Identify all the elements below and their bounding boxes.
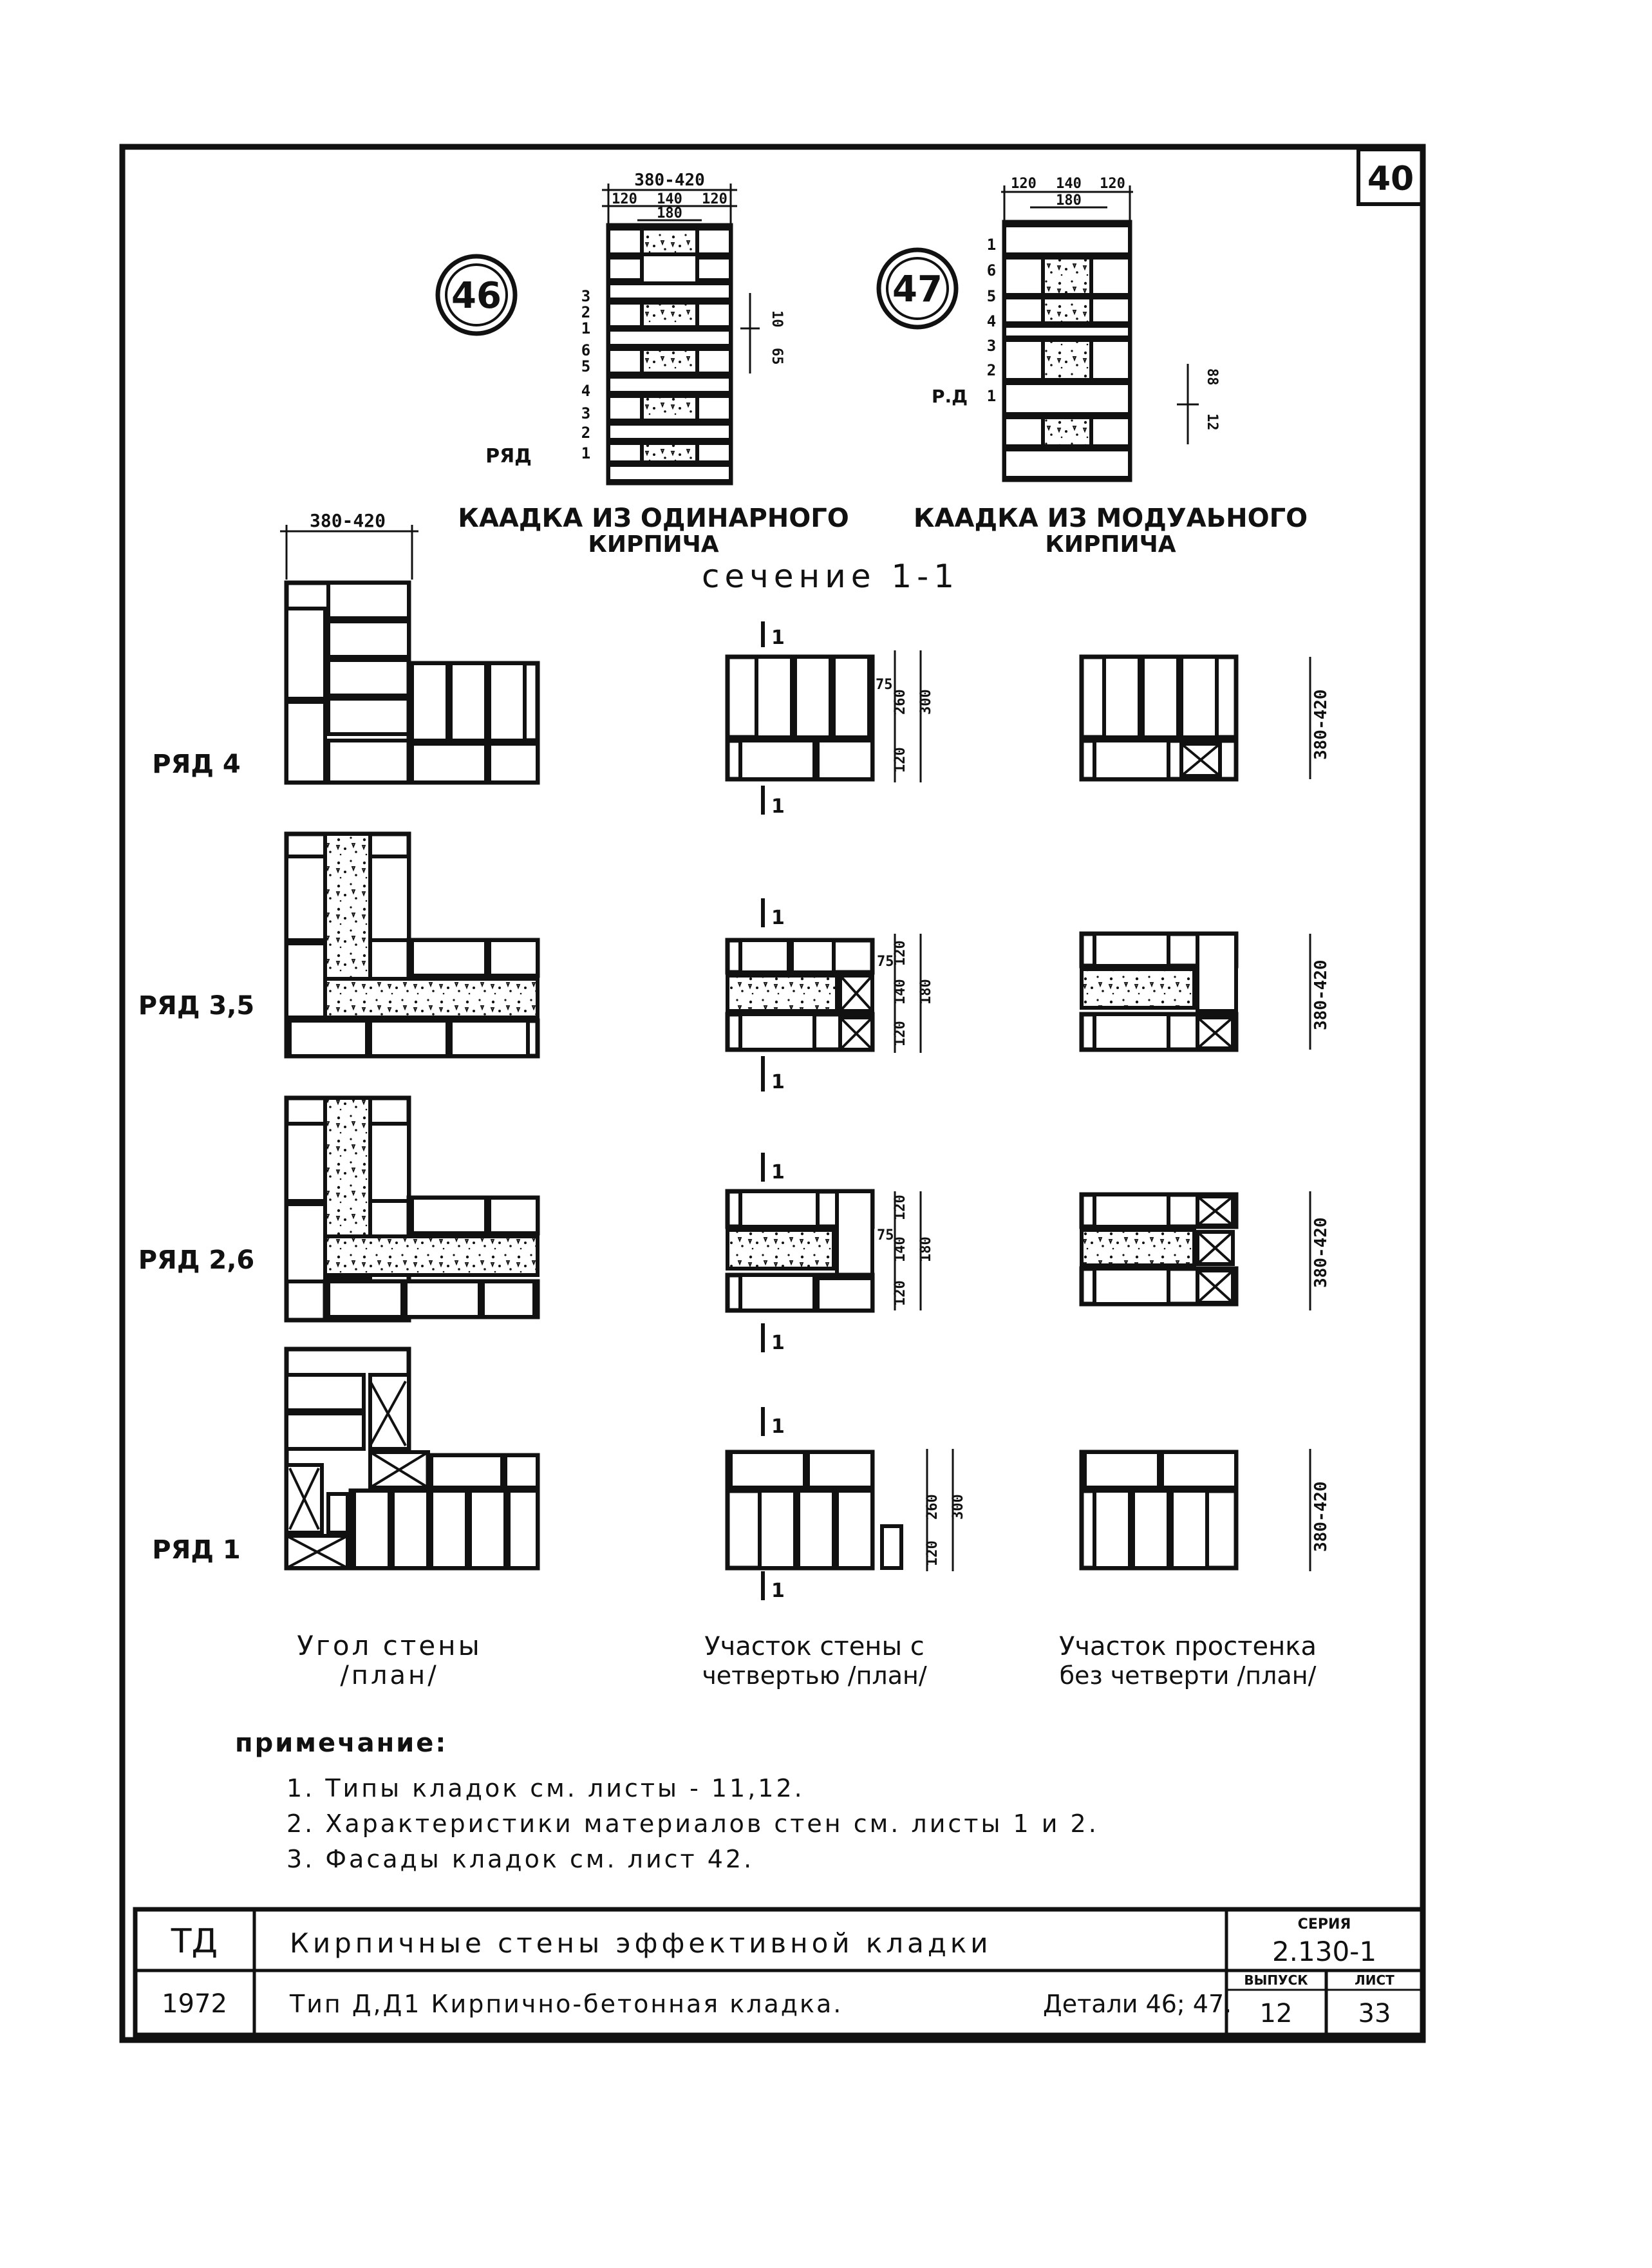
notes-title: примечание:: [235, 1728, 448, 1758]
section-mark: 1: [771, 907, 785, 929]
dim-value: 300: [918, 689, 934, 715]
corner-top-dim: 380-420: [309, 510, 386, 531]
row-label: РЯД 2,6: [138, 1245, 255, 1275]
dim-value: 180: [918, 1236, 934, 1262]
year: 1972: [162, 1989, 227, 2019]
dim-value: 75: [877, 954, 894, 970]
row-4-corner-plan: [286, 583, 538, 782]
caption-pier-line1: Участок простенка: [1059, 1632, 1317, 1661]
detail-47-row-numbers: [987, 236, 996, 405]
caption-pier-line2: без четверти /план/: [1059, 1661, 1317, 1690]
detail-46-sub-dim-2: 140: [657, 191, 682, 207]
detail-47-row-number: 5: [986, 287, 997, 305]
row-3-5-pier-plan: [1082, 934, 1331, 1050]
dim-value: 140: [892, 979, 908, 1005]
row-1: [152, 1349, 1331, 1602]
series-value: 2.130-1: [1272, 1936, 1377, 1967]
series-label: СЕРИЯ: [1297, 1916, 1351, 1933]
row-1-pier-plan: [1082, 1449, 1331, 1571]
detail-46: [438, 171, 849, 558]
row-label: РЯД 4: [152, 750, 241, 779]
detail-46-side-dim-1: 10: [769, 310, 785, 328]
org-code: ТД: [171, 1922, 218, 1961]
detail-46-caption-line1: КААДКА ИЗ ОДИНАРНОГО: [458, 504, 849, 533]
detail-47-row-number: 1: [986, 236, 997, 254]
detail-46-inner-dim: 180: [657, 205, 682, 222]
notes: [235, 1728, 1099, 1873]
section-title: сечение 1-1: [701, 558, 960, 595]
issue-value: 12: [1259, 1999, 1293, 2028]
dim-value: 75: [876, 677, 893, 693]
row-4-quarter-plan: [727, 621, 934, 818]
title-block: [135, 1909, 1423, 2035]
dim-value: 300: [950, 1494, 966, 1520]
dim-value: 180: [918, 979, 934, 1005]
detail-47-row-number: 1: [986, 387, 997, 405]
row-1-corner-plan: [286, 1349, 538, 1568]
section-mark: 1: [771, 627, 785, 649]
detail-46-row-number: 2: [581, 303, 591, 321]
detail-46-sub-dim-1: 120: [612, 191, 637, 207]
section-mark: 1: [771, 1071, 785, 1093]
section-mark: 1: [771, 795, 785, 818]
sheet-value: 33: [1358, 1999, 1391, 2028]
detail-47-caption-line1: КААДКА ИЗ МОДУАЬНОГО: [913, 504, 1308, 533]
detail-47-side-dim-2: 12: [1204, 413, 1220, 431]
row-label: РЯД 3,5: [138, 991, 255, 1021]
detail-47-row-number: 2: [986, 361, 997, 379]
section-mark: 1: [771, 1580, 785, 1602]
detail-47-sub-dim-1: 120: [1011, 176, 1037, 192]
row-2-6: [138, 1098, 1331, 1354]
row-3-5: [138, 834, 1331, 1093]
detail-46-caption-line2: КИРПИЧА: [588, 531, 719, 558]
dim-value: 380-420: [1311, 1481, 1331, 1552]
dim-value: 380-420: [1311, 959, 1331, 1030]
issue-label: ВЫПУСК: [1244, 1972, 1308, 1988]
detail-47: [879, 176, 1308, 558]
title-line2: Тип Д,Д1 Кирпично-бетонная кладка.: [290, 1990, 843, 2018]
dim-value: 260: [925, 1494, 941, 1520]
detail-46-wall-section: [608, 225, 731, 483]
dim-value: 120: [892, 940, 908, 966]
sheet-label: ЛИСТ: [1355, 1972, 1394, 1988]
dim-value: 120: [892, 1021, 908, 1046]
detail-46-row-number: 2: [581, 424, 591, 442]
detail-46-side-dim-2: 65: [769, 348, 785, 365]
title-line1: Кирпичные стены эффективной кладки: [290, 1927, 992, 1959]
section-mark: 1: [771, 1161, 785, 1184]
row-4-pier-plan: [1082, 657, 1331, 779]
dim-value: 140: [892, 1236, 908, 1262]
row-3-5-corner-plan: [286, 834, 538, 1056]
dim-value: 380-420: [1311, 1217, 1331, 1288]
dim-value: 120: [892, 747, 908, 773]
detail-47-side-dim-1: 88: [1204, 368, 1220, 386]
row-2-6-pier-plan: [1082, 1191, 1331, 1310]
detail-46-row-number: 3: [581, 287, 591, 305]
detail-46-row-number: 1: [581, 319, 591, 337]
detail-46-row-label: РЯД: [485, 445, 532, 468]
row-label: РЯД 1: [152, 1535, 241, 1565]
dim-value: 120: [925, 1540, 941, 1566]
caption-corner-line1: Угол стены: [297, 1630, 482, 1661]
detail-46-row-number: 4: [581, 382, 591, 400]
dim-value: 75: [877, 1227, 894, 1243]
dim-value: 260: [892, 689, 908, 715]
note-item: 1. Типы кладок см. листы - 11,12.: [286, 1774, 805, 1802]
sheet-number: 40: [1367, 160, 1414, 198]
detail-47-inner-dim: 180: [1056, 193, 1082, 209]
row-4: [152, 583, 1331, 818]
caption-quarter-line2: четвертью /план/: [702, 1661, 927, 1690]
row-2-6-corner-plan: [286, 1098, 538, 1320]
caption-quarter-line1: Участок стены с: [704, 1632, 925, 1661]
dim-value: 120: [892, 1280, 908, 1306]
row-1-quarter-plan: [727, 1407, 966, 1602]
detail-47-row-number: 4: [986, 312, 997, 330]
detail-46-row-numbers: [581, 287, 590, 462]
row-3-5-quarter-plan: [727, 898, 934, 1093]
details-ref: Детали 46; 47.: [1043, 1990, 1232, 2018]
detail-46-overall-dim: 380-420: [634, 171, 705, 190]
section-mark: 1: [771, 1332, 785, 1354]
note-item: 3. Фасады кладок см. лист 42.: [286, 1845, 755, 1873]
detail-46-sub-dim-3: 120: [702, 191, 727, 207]
detail-46-row-number: 6: [581, 341, 591, 359]
detail-47-sub-dim-2: 140: [1056, 176, 1082, 192]
row-2-6-quarter-plan: [727, 1153, 934, 1354]
caption-corner-line2: /план/: [340, 1661, 439, 1690]
detail-47-row-label: Р.Д: [931, 386, 968, 407]
detail-47-row-number: 6: [986, 261, 997, 279]
detail-46-number: 46: [451, 275, 502, 317]
detail-47-caption-line2: КИРПИЧА: [1045, 531, 1176, 558]
detail-47-row-number: 3: [986, 337, 997, 355]
note-item: 2. Характеристики материалов стен см. листы 1 и 2.: [286, 1810, 1099, 1838]
detail-47-sub-dim-3: 120: [1100, 176, 1125, 192]
dim-value: 380-420: [1311, 689, 1331, 760]
dim-value: 120: [892, 1195, 908, 1220]
detail-47-number: 47: [892, 269, 943, 310]
detail-47-wall-section: [1004, 222, 1130, 480]
detail-46-row-number: 1: [581, 444, 591, 462]
section-mark: 1: [771, 1415, 785, 1438]
detail-46-row-number: 5: [581, 357, 591, 375]
detail-46-row-number: 3: [581, 404, 591, 422]
